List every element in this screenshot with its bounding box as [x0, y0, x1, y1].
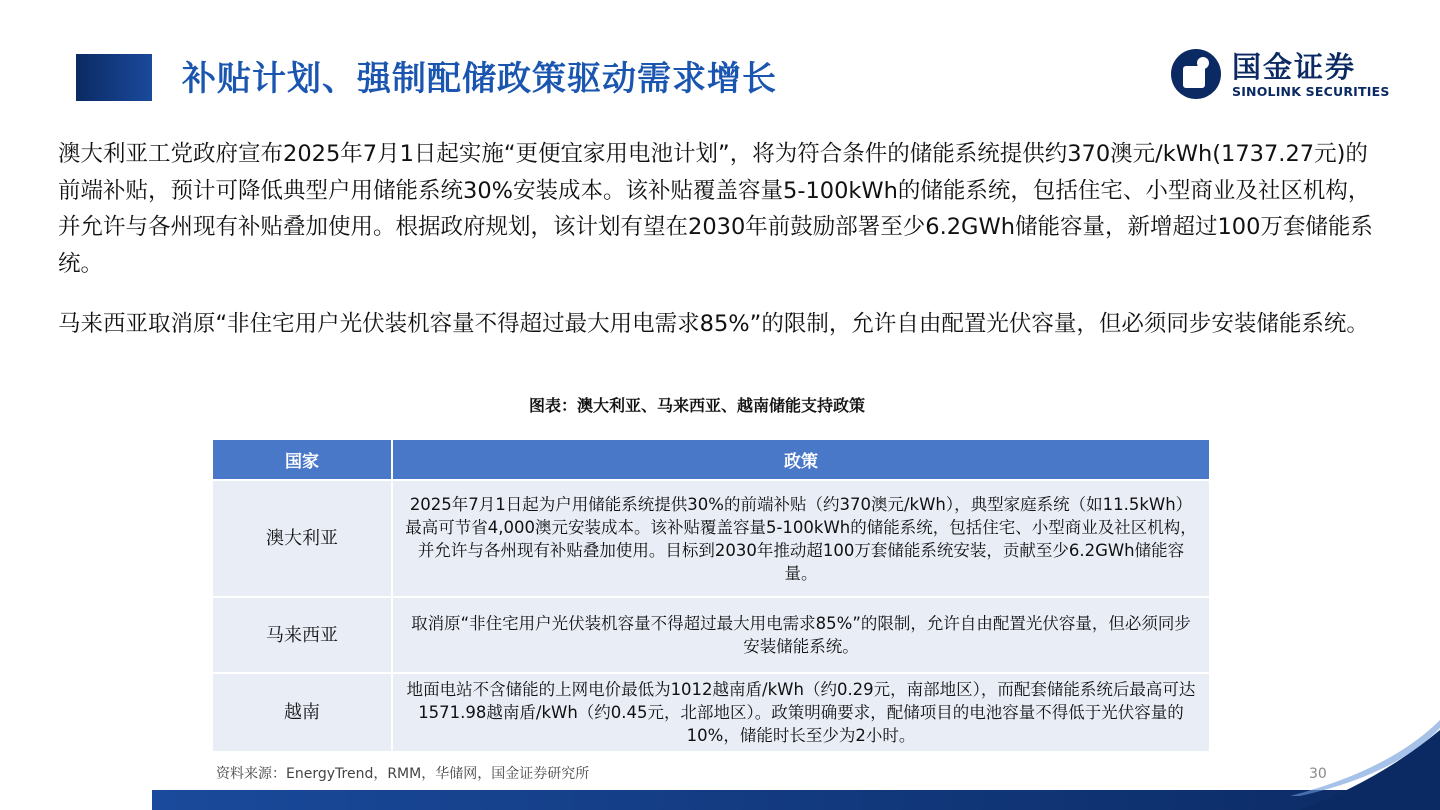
sinolink-logo-icon — [1170, 48, 1222, 100]
policy-cell: 地面电站不含储能的上网电价最低为1012越南盾/kWh（约0.29元，南部地区），而配套储能系统后最高可达1571.98越南盾/kWh（约0.45元，北部地区）。政策明确要求，配储项目的电池容量不得低于光伏容量的10%，储能时长至少为2小时。 — [392, 673, 1210, 752]
policy-table — [211, 438, 1211, 753]
column-header-country: 国家 — [212, 439, 392, 480]
country-cell: 澳大利亚 — [212, 480, 392, 597]
title-accent-block — [76, 54, 152, 101]
table-row — [212, 597, 1210, 673]
page-number: 30 — [1309, 766, 1327, 782]
policy-cell: 取消原“非住宅用户光伏装机容量不得超过最大用电需求85%”的限制，允许自由配置光伏容量，但必须同步安装储能系统。 — [392, 597, 1210, 673]
paragraph-australia: 澳大利亚工党政府宣布2025年7月1日起实施“更便宜家用电池计划”，将为符合条件的储能系统提供约370澳元/kWh(1737.27元)的前端补贴，预计可降低典型户用储能系统30%安装成本。该补贴覆盖容量5-100kWh的储能系统，包括住宅、小型商业及社区机构，并允许与各州现有补贴叠加使用。根据政府规划，该计划有望在2030年前鼓励部署至少6.2GWh储能容量，新增超过100万套储能系统。 — [58, 141, 1373, 277]
figure-caption: 图表：澳大利亚、马来西亚、越南储能支持政策 — [528, 396, 865, 415]
policy-cell: 2025年7月1日起为户用储能系统提供30%的前端补贴（约370澳元/kWh），典型家庭系统（如11.5kWh）最高可节省4,000澳元安装成本。该补贴覆盖容量5-100kWh的储能系统，包括住宅、小型商业及社区机构，并允许与各州现有补贴叠加使用。目标到2030年推动超100万套储能系统安装，贡献至少6.2GWh储能容量。 — [392, 480, 1210, 597]
table-header-row — [212, 439, 1210, 480]
source-note: 资料来源：EnergyTrend，RMM，华储网，国金证券研究所 — [216, 766, 590, 782]
logo-name-en: SINOLINK SECURITIES — [1232, 84, 1390, 99]
paragraph-malaysia: 马来西亚取消原“非住宅用户光伏装机容量不得超过最大用电需求85%”的限制，允许自由配置光伏容量，但必须同步安装储能系统。 — [58, 311, 1369, 337]
column-header-policy: 政策 — [392, 439, 1210, 480]
page-title: 补贴计划、强制配储政策驱动需求增长 — [182, 59, 777, 99]
logo-name-cn: 国金证券 — [1232, 50, 1357, 84]
table-row — [212, 480, 1210, 597]
country-cell: 马来西亚 — [212, 597, 392, 673]
company-logo — [1170, 48, 1410, 104]
country-cell: 越南 — [212, 673, 392, 752]
